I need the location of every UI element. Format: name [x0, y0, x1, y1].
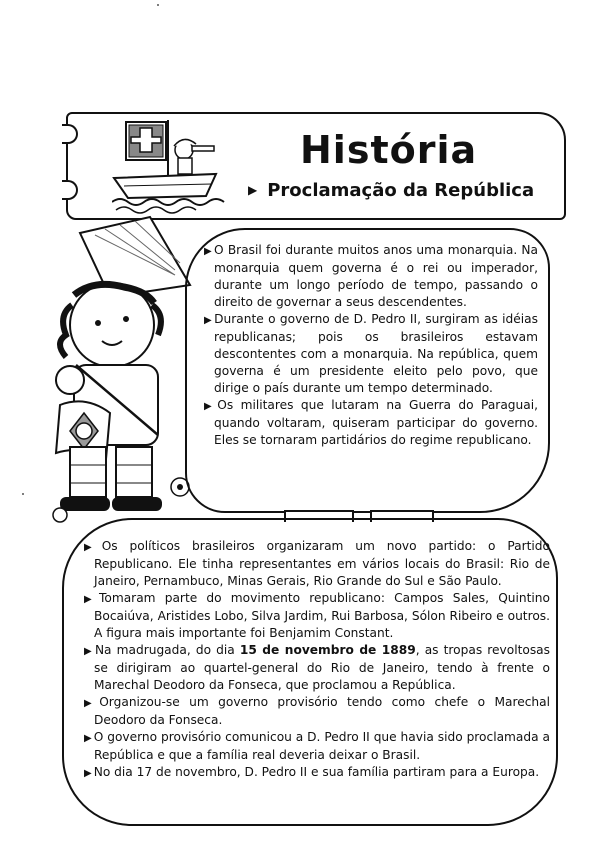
- list-item: ▶ Os militares que lutaram na Guerra do Paraguai, quando voltaram, quiseram participar do governo. Eles se tornaram partidários do regime republicano.: [204, 398, 538, 447]
- page-subtitle: [248, 180, 534, 201]
- triangle-bullet-icon: ▶: [84, 733, 92, 744]
- list-item: ▶ Organizou-se um governo provisório tendo como chefe o Marechal Deodoro da Fonseca.: [84, 695, 550, 727]
- list-item: ▶ No dia 17 de novembro, D. Pedro II e sua família partiram para a Europa.: [84, 765, 540, 779]
- list-item: ▶ O Brasil foi durante muitos anos uma monarquia. Na monarquia quem governa é o rei ou imperador, durante um longo período de tempo, passando o direito de governar a seus descendentes.: [204, 243, 538, 309]
- triangle-bullet-icon: ▶: [204, 315, 213, 326]
- ship-with-sailor-icon: [112, 116, 232, 216]
- list-item: ▶ Tomaram parte do movimento republicano: Campos Sales, Quintino Bocaiúva, Aristides Lobo, Silva Jardim, Rui Barbosa, Sólon Ribeiro e outros. A figura mais importante foi Benjamim Constant.: [84, 591, 550, 640]
- speck: [22, 493, 24, 495]
- triangle-bullet-icon: ▶: [84, 594, 98, 605]
- list-item: ▶ Durante o governo de D. Pedro II, surgiram as idéias republicanas; pois os brasileiros estavam descontentes com a monarquia. Na república, quem governa é um presidente eleito pelo povo, que dirige o país durante um tempo determinado.: [204, 312, 538, 395]
- triangle-bullet-icon: ▶: [248, 183, 258, 197]
- triangle-bullet-icon: ▶: [84, 646, 93, 657]
- list-item: ▶ Na madrugada, do dia 15 de novembro de 1889, as tropas revoltosas se dirigiram ao quartel-general do Rio de Janeiro, tendo à frente o Marechal Deodoro da Fonseca, que proclamou a República.: [84, 643, 550, 692]
- page-title: História: [300, 128, 478, 172]
- bubble-bottom-text: [84, 538, 550, 782]
- triangle-bullet-icon: ▶: [84, 542, 100, 553]
- bubble-top-text: [204, 242, 538, 449]
- date-highlight: 15 de novembro de 1889: [239, 643, 416, 657]
- triangle-bullet-icon: ▶: [84, 698, 98, 709]
- list-item: ▶ O governo provisório comunicou a D. Pedro II que havia sido proclamada a República e que a família real deveria deixar o Brasil.: [84, 730, 550, 762]
- triangle-bullet-icon: ▶: [204, 246, 213, 257]
- triangle-bullet-icon: ▶: [84, 768, 92, 779]
- speck: [157, 4, 159, 6]
- list-item: ▶ Os políticos brasileiros organizaram um novo partido: o Partido Republicano. Ele tinha representantes em vários locais do Brasil: Rio de Janeiro, Pernambuco, Minas Gerais, Rio Grande do Sul e São Paulo.: [84, 539, 550, 588]
- subtitle-text: Proclamação da República: [267, 180, 535, 201]
- triangle-bullet-icon: ▶: [204, 401, 216, 412]
